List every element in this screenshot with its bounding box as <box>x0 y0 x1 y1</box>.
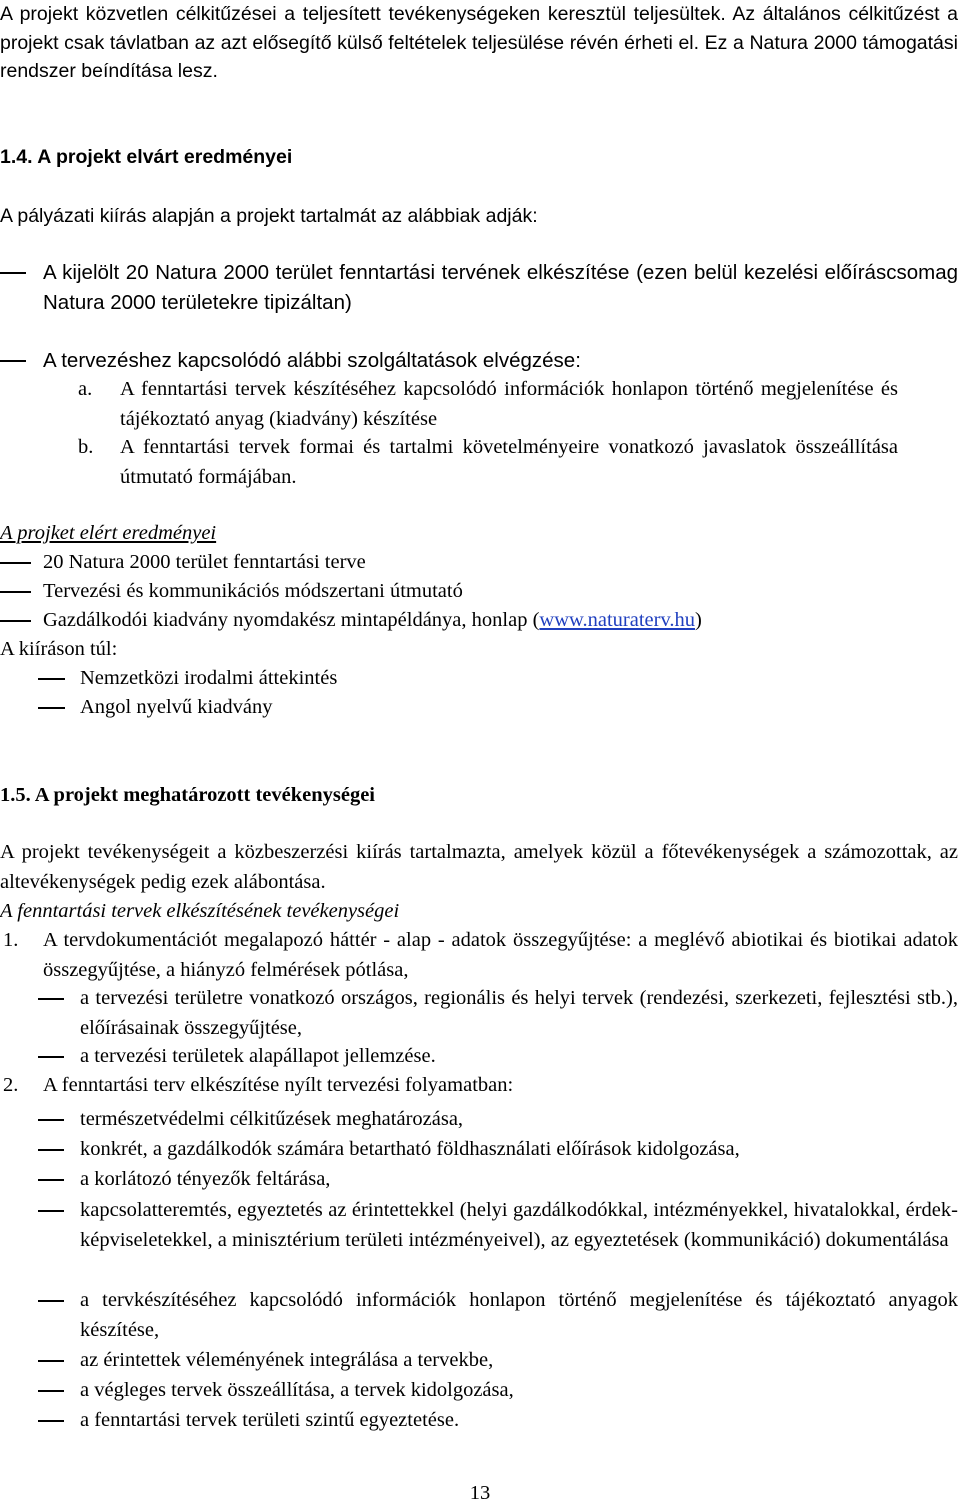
dash-bullet <box>38 1179 64 1181</box>
activity-text: A fenntartási terv elkészítése nyílt tervezési folyamatban: <box>43 1074 514 1096</box>
dash-bullet <box>0 591 31 593</box>
page-number: 13 <box>469 1482 491 1504</box>
dash-bullet <box>38 1420 64 1422</box>
sub-item-text: A fenntartási tervek formai és tartalmi követelményeire vonatkozó javaslatok összeállítása útmutató formájában. <box>120 436 898 488</box>
sub-activity-item <box>38 1376 958 1406</box>
sub-item-text: A fenntartási tervek készítéséhez kapcsolódó információk honlapon történő megjelenítése és tájékoztató anyag (kiadvány) készítése <box>120 378 898 430</box>
dash-bullet <box>38 707 65 709</box>
achieved-result-text: 20 Natura 2000 terület fenntartási terve <box>43 551 366 573</box>
dash-bullet <box>38 1390 64 1392</box>
achieved-result-item <box>0 606 958 636</box>
text-suffix: ) <box>695 609 702 631</box>
activities-subheading: A fenntartási tervek elkészítésének tevékenységei <box>0 900 400 922</box>
activity-text: A tervdokumentációt megalapozó háttér - alap - adatok összegyűjtése: a meglévő abiotikai és biotikai adatok összegyűjtése, a hiányzó felmérések pótlása, <box>43 929 958 981</box>
dash-bullet <box>38 1119 64 1121</box>
sub-activity-item <box>38 1135 958 1165</box>
activity-number: 1. <box>3 929 19 951</box>
sub-activity-text: a korlátozó tényezők feltárása, <box>80 1168 331 1190</box>
sub-activity-item <box>38 1165 958 1195</box>
expected-result-text: A kijelölt 20 Natura 2000 terület fenntartási tervének elkészítése (ezen belül kezelési előíráscsomag Natura 2000 területekre tipizáltan) <box>43 261 958 314</box>
sub-activity-text: a tervkészítéséhez kapcsolódó információk honlapon történő megjelenítése és tájékoztató anyagok készítése, <box>80 1289 958 1341</box>
beyond-tender-label: A kiíráson túl: <box>0 638 118 660</box>
main-activity-2 <box>0 1071 958 1101</box>
activity-number: 2. <box>3 1074 19 1096</box>
sub-item-label: a. <box>78 378 93 400</box>
intro-paragraph: A projekt közvetlen célkitűzései a teljesített tevékenységeken keresztül teljesültek. Az általános célkitűzést a projekt csak távlatban az azt elősegítő külső feltételek teljesülése révén érheti el. Ez a Natura 2000 támogatási rendszer beíndítása lesz. <box>0 3 958 82</box>
dash-bullet <box>38 678 65 680</box>
extra-result-item <box>38 664 838 694</box>
dash-bullet <box>38 998 64 1000</box>
section-1-4-lead: A pályázati kiírás alapján a projekt tartalmát az alábbiak adják: <box>0 205 538 227</box>
dash-bullet <box>38 1149 64 1151</box>
dash-bullet <box>38 1056 64 1058</box>
sub-item-b <box>78 433 898 492</box>
dash-bullet <box>38 1210 64 1212</box>
sub-activity-text: az érintettek véleményének integrálása a tervekbe, <box>80 1349 494 1371</box>
text-prefix: Gazdálkodói kiadvány nyomdakész mintapéldánya, honlap ( <box>43 609 540 631</box>
section-1-5-heading: 1.5. A projekt meghatározott tevékenységei <box>0 784 376 806</box>
website-link[interactable]: www.naturaterv.hu <box>539 609 695 631</box>
sub-activity-item <box>38 1196 958 1255</box>
dash-bullet <box>38 1360 64 1362</box>
sub-activity-text: konkrét, a gazdálkodók számára betartható földhasználati előírások kidolgozása, <box>80 1138 740 1160</box>
sub-activity-item <box>38 1406 958 1436</box>
dash-bullet <box>38 1300 64 1302</box>
sub-activity-text: természetvédelmi célkitűzések meghatározása, <box>80 1108 464 1130</box>
achieved-result-text <box>0 606 958 636</box>
sub-activity-text: a fenntartási tervek területi szintű egyeztetése. <box>80 1409 460 1431</box>
achieved-result-item <box>0 577 900 607</box>
expected-result-item <box>0 346 958 376</box>
expected-result-item <box>0 258 958 317</box>
extra-result-text: Nemzetközi irodalmi áttekintés <box>80 667 338 689</box>
main-activity-1 <box>0 926 958 985</box>
expected-result-text: A tervezéshez kapcsolódó alábbi szolgáltatások elvégzése: <box>43 349 581 372</box>
sub-activity-text: a tervezési területek alapállapot jellemzése. <box>80 1045 436 1067</box>
sub-activity-text: a tervezési területre vonatkozó országos, regionális és helyi tervek (rendezési, szerkezeti, fejlesztési stb.), előírásainak összegyűjtése, <box>80 987 958 1039</box>
achieved-result-item <box>0 548 900 578</box>
extra-result-item <box>38 693 838 723</box>
sub-activity-item <box>38 1346 958 1376</box>
extra-result-text: Angol nyelvű kiadvány <box>80 696 273 718</box>
achieved-result-text: Tervezési és kommunikációs módszertani útmutató <box>43 580 463 602</box>
dash-bullet <box>0 272 26 274</box>
sub-activity-text: kapcsolatteremtés, egyeztetés az érintettekkel (helyi gazdálkodókkal, intézményekkel, hivatalokkal, érdek-képviseletekkel, a minisztérium területi intézményeivel), az egyeztetések (kommunikáció) dokumentálása <box>80 1199 958 1251</box>
dash-bullet <box>0 620 31 622</box>
section-1-5-intro: A projekt tevékenységeit a közbeszerzési kiírás tartalmazta, amelyek közül a főtevékenységek a számozottak, az altevékenységek pedig ezek alábontása. <box>0 841 958 893</box>
achieved-results-heading: A projket elért eredményei <box>0 522 217 544</box>
sub-activity-item <box>38 1286 958 1345</box>
dash-bullet <box>0 360 26 362</box>
dash-bullet <box>0 562 31 564</box>
sub-activity-item <box>38 1105 958 1135</box>
section-1-4-heading: 1.4. A projekt elvárt eredményei <box>0 146 293 168</box>
sub-item-label: b. <box>78 436 94 458</box>
sub-item-a <box>78 375 898 434</box>
sub-activity-item <box>38 984 958 1043</box>
sub-activity-item <box>38 1042 958 1072</box>
sub-activity-text: a végleges tervek összeállítása, a tervek kidolgozása, <box>80 1379 514 1401</box>
